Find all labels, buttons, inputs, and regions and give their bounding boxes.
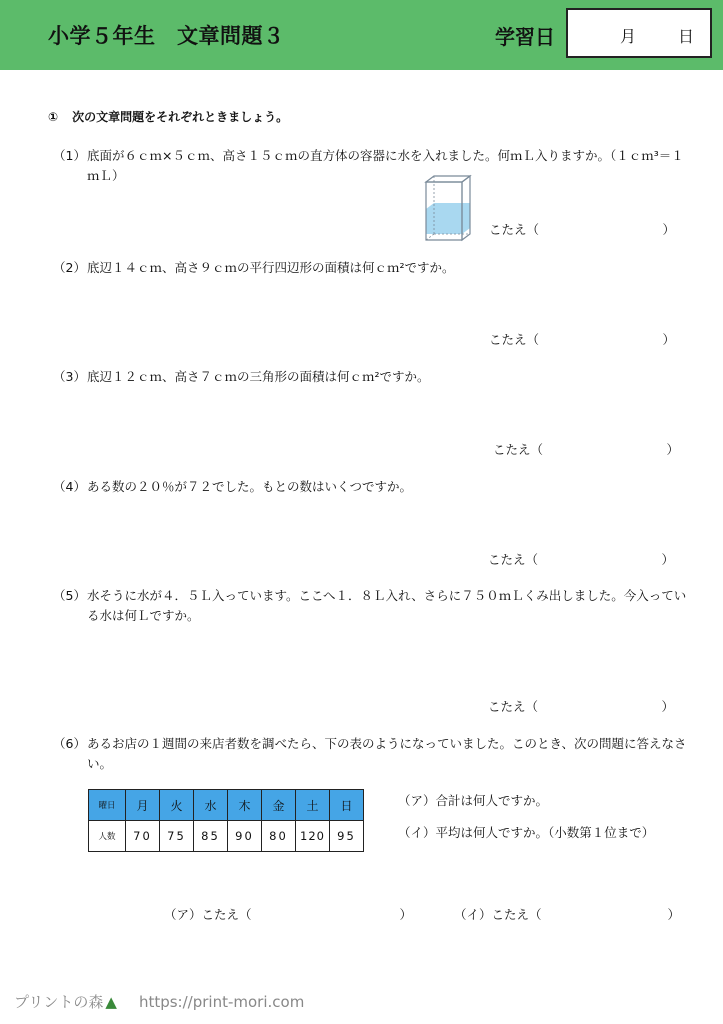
answer-label: こたえ（	[488, 699, 539, 714]
question-number: （6）	[53, 736, 86, 751]
section-instruction-text: 次の文章問題をそれぞれときましょう。	[72, 110, 289, 124]
answer-close: ）	[661, 552, 674, 567]
question-text: あるお店の１週間の来店者数を調べたら、下の表のようになっていました。このとき、次の問題に答えなさい。	[87, 736, 687, 771]
visitor-table	[88, 789, 364, 852]
table-row	[89, 821, 364, 852]
table-count: 120	[296, 821, 330, 852]
table-day: 土	[296, 790, 330, 821]
answer-label: こたえ（	[493, 442, 544, 457]
footer	[14, 991, 304, 1012]
question-text: 底辺１２ｃｍ、高さ７ｃｍの三角形の面積は何ｃｍ²ですか。	[87, 369, 430, 384]
answer-label: （ア）こたえ（	[164, 907, 252, 922]
table-day: 水	[194, 790, 228, 821]
question-number: （5）	[53, 588, 86, 603]
table-count: 90	[228, 821, 262, 852]
answer-label: こたえ（	[489, 332, 540, 347]
subquestion-b: （イ）平均は何人ですか。（小数第１位まで）	[398, 825, 655, 840]
date-day-label: 日	[678, 27, 695, 46]
header-band	[0, 0, 723, 70]
table-day: 日	[330, 790, 364, 821]
answer-close: ）	[662, 332, 675, 347]
question-text: 水そうに水が４．５Ｌ入っています。ここへ１．８Ｌ入れ、さらに７５０ｍＬくみ出しました。今入っている水は何Ｌですか。	[87, 588, 687, 623]
subquestion-a: （ア）合計は何人ですか。	[398, 793, 549, 808]
footer-url[interactable]: https://print-mori.com	[138, 993, 305, 1011]
table-day: 月	[126, 790, 160, 821]
table-count: 75	[160, 821, 194, 852]
answer-label: こたえ（	[489, 222, 540, 237]
section-number: ①	[48, 110, 59, 124]
question-3	[53, 367, 693, 387]
table-row-label: 人数	[89, 821, 126, 852]
section-instruction	[48, 108, 288, 125]
date-month-label: 月	[620, 27, 637, 46]
question-6	[53, 734, 693, 774]
tree-icon: ▲	[105, 993, 117, 1011]
question-number: （1）	[53, 148, 86, 163]
answer-close: ）	[662, 222, 675, 237]
date-box[interactable]	[566, 8, 712, 58]
table-header-label: 曜日	[89, 790, 126, 821]
question-text: 底辺１４ｃｍ、高さ９ｃｍの平行四辺形の面積は何ｃｍ²ですか。	[87, 260, 455, 275]
table-day: 火	[160, 790, 194, 821]
table-day: 木	[228, 790, 262, 821]
table-count: 95	[330, 821, 364, 852]
question-text: 底面が６ｃｍ×５ｃｍ、高さ１５ｃｍの直方体の容器に水を入れました。何ｍＬ入りますか。（１ｃｍ³＝１ｍＬ）	[87, 148, 684, 183]
question-1	[53, 146, 693, 186]
question-5	[53, 586, 693, 626]
date-label: 学習日	[495, 25, 555, 49]
answer-label: （イ）こたえ（	[454, 907, 542, 922]
question-number: （3）	[53, 369, 86, 384]
table-count: 70	[126, 821, 160, 852]
question-2	[53, 258, 693, 278]
footer-brand: プリントの森	[14, 993, 104, 1011]
question-text: ある数の２０％が７２でした。もとの数はいくつですか。	[87, 479, 413, 494]
answer-label: こたえ（	[488, 552, 539, 567]
answer-close: ）	[399, 907, 412, 922]
table-count: 80	[262, 821, 296, 852]
answer-close: ）	[661, 699, 674, 714]
answer-close: ）	[666, 442, 679, 457]
table-header-row	[89, 790, 364, 821]
page-title: 小学５年生 文章問題３	[48, 24, 285, 48]
prism-container-illustration	[424, 172, 474, 244]
question-4	[53, 477, 693, 497]
answer-close: ）	[667, 907, 680, 922]
table-day: 金	[262, 790, 296, 821]
question-number: （2）	[53, 260, 86, 275]
table-count: 85	[194, 821, 228, 852]
question-number: （4）	[53, 479, 86, 494]
